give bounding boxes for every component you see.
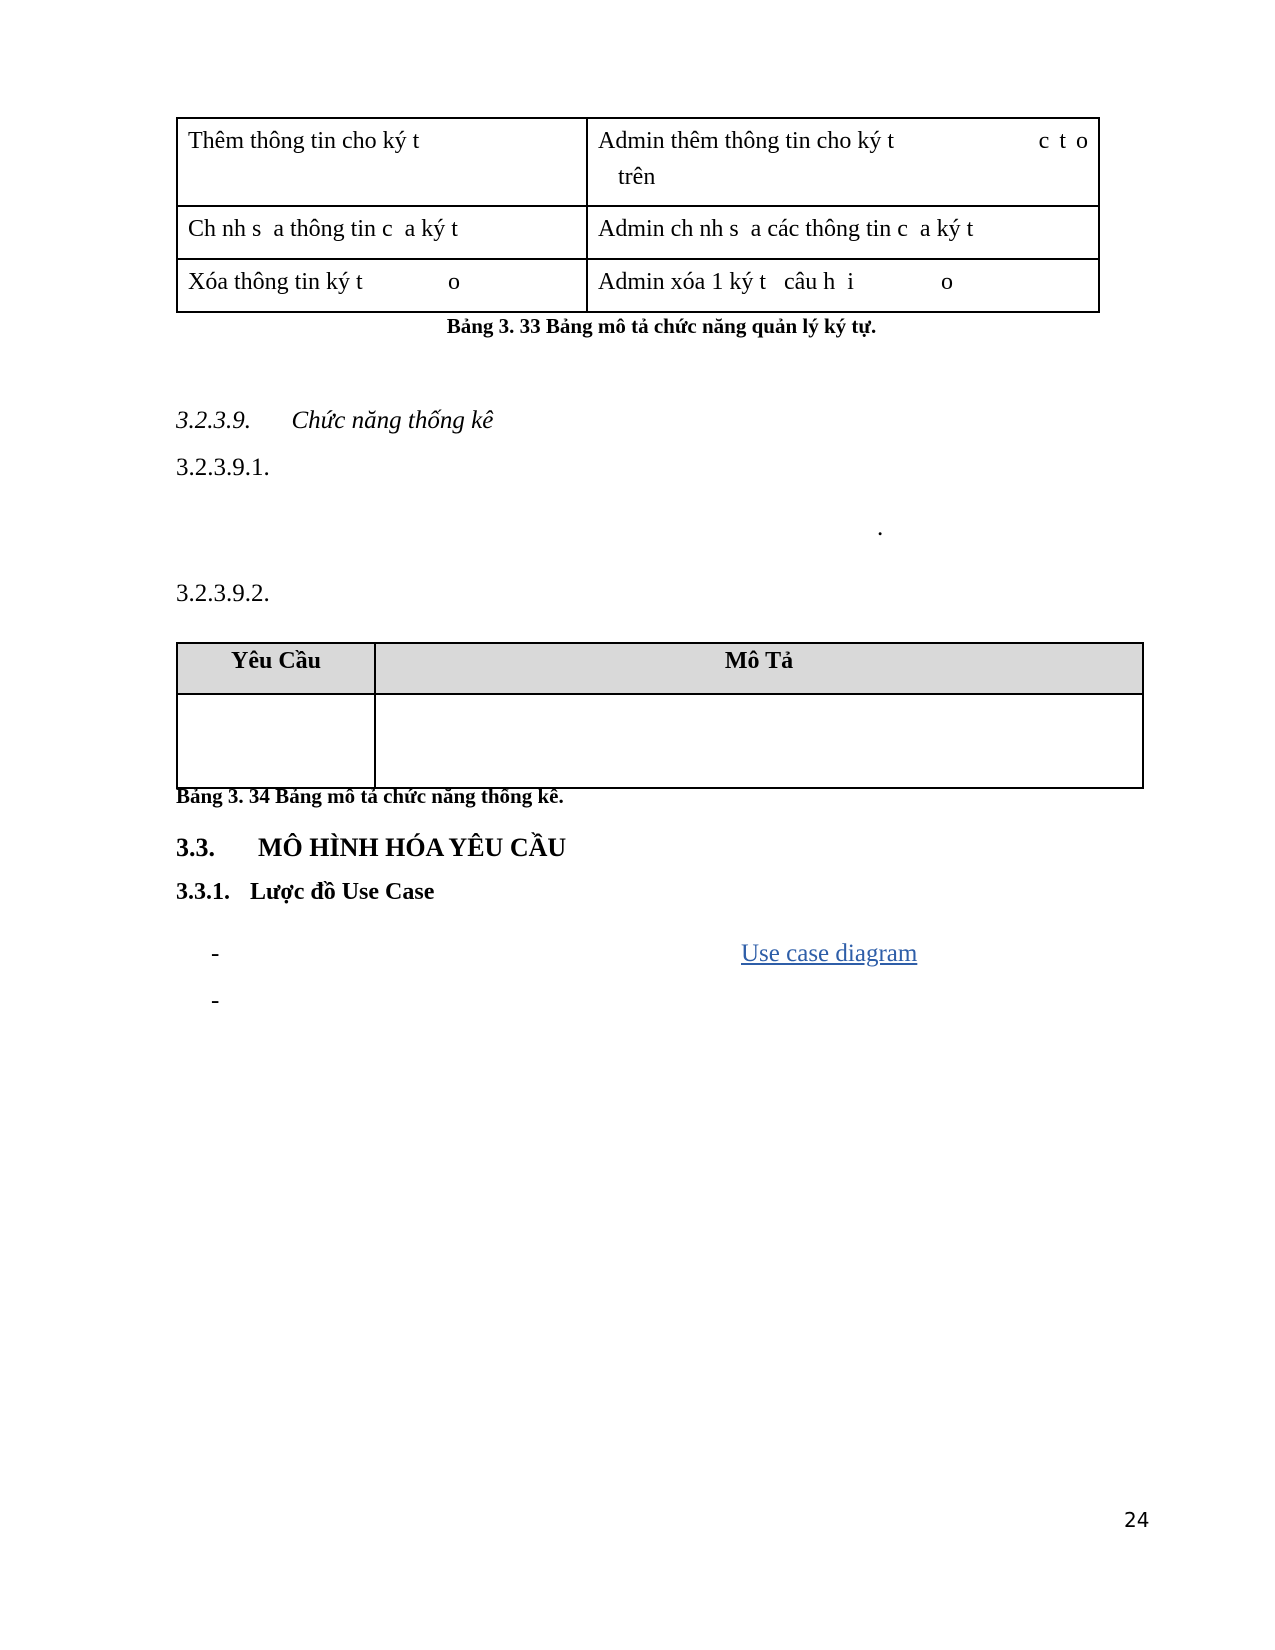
table-caption: Bảng 3. 34 Bảng mô tả chức năng thống kê. (176, 784, 564, 808)
table-cell (177, 259, 587, 312)
section-heading (176, 833, 566, 863)
cell-text: Thêm thông tin cho ký t (188, 128, 420, 154)
section-title: Lược đồ Use Case (250, 879, 435, 905)
table-row (177, 259, 1099, 312)
cell-text: Admin xóa 1 ký t câu h i (598, 269, 854, 295)
table-row (177, 118, 1099, 206)
page-number: 24 (1124, 1508, 1150, 1532)
cell-text: trên (618, 164, 656, 190)
section-heading (176, 407, 493, 435)
cell-text: Ch nh s a thông tin c a ký t (188, 216, 458, 242)
bullet-marker: - (211, 940, 220, 967)
table-cell (177, 118, 587, 206)
section-number: 3.3.1. (176, 879, 230, 905)
table-row (177, 694, 1143, 788)
table-cell (587, 259, 1099, 312)
table-cell (177, 694, 375, 788)
stray-dot: . (877, 514, 884, 541)
cell-text: Admin ch nh s a các thông tin c a ký t (598, 216, 974, 242)
section-title: MÔ HÌNH HÓA YÊU CẦU (258, 833, 567, 862)
statistics-table (176, 642, 1144, 789)
cell-text: c t o (1038, 128, 1088, 154)
cell-text: o (941, 269, 953, 295)
function-table (176, 117, 1100, 313)
section-number: 3.2.3.9. (176, 407, 251, 434)
use-case-diagram-link[interactable]: Use case diagram (741, 940, 918, 967)
section-number: 3.3. (176, 833, 215, 862)
table-row (177, 206, 1099, 259)
column-header: Yêu Cầu (177, 643, 375, 694)
table-cell (587, 206, 1099, 259)
subsection-heading (176, 879, 434, 906)
cell-text: Xóa thông tin ký t (188, 269, 363, 295)
column-header: Mô Tả (375, 643, 1143, 694)
section-title: Chức năng thống kê (291, 407, 494, 434)
cell-text: Admin thêm thông tin cho ký t (598, 128, 894, 154)
table-cell (375, 694, 1143, 788)
bullet-marker: - (211, 987, 220, 1014)
subsection-number: 3.2.3.9.2. (176, 580, 270, 607)
table-cell (587, 118, 1099, 206)
cell-text: o (448, 269, 460, 295)
table-header-row (177, 643, 1143, 694)
table-caption: Bảng 3. 33 Bảng mô tả chức năng quản lý ký tự. (446, 314, 877, 338)
table-cell (177, 206, 587, 259)
subsection-number: 3.2.3.9.1. (176, 454, 270, 481)
